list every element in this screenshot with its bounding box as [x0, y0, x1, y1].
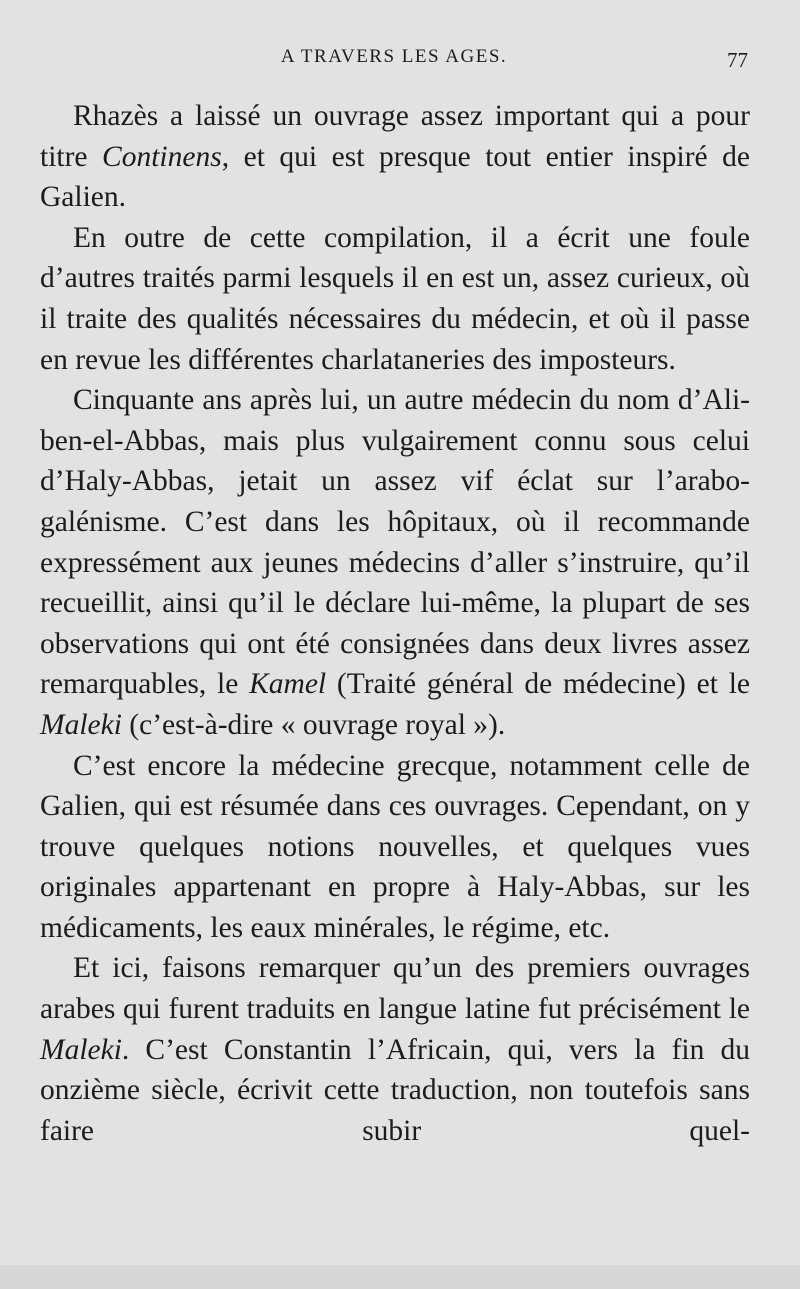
text-run: Rhazès a laissé un ouvrage assez important qui a pour titre — [40, 100, 750, 173]
italic-title: Maleki — [40, 1033, 122, 1066]
text-run: (Traité général de médecine) et le — [326, 668, 750, 701]
italic-title: Maleki — [40, 708, 122, 741]
paragraph — [40, 746, 750, 949]
paragraph — [40, 96, 750, 218]
text-run: Cinquante ans après lui, un autre médecin du nom d’Ali-ben-el-Abbas, mais plus vulgairement connu sous celui d’Haly-Abbas, jetait un assez vif éclat sur l’arabo-galénisme. C’est dans les hôpitaux, où il recommande expressément aux jeunes médecins d’aller s’instruire, qu’il recueillit, ainsi qu’il le déclare lui-même, la plupart de ses observations qui ont été consignées dans deux livres assez remarquables, le — [40, 384, 750, 701]
paragraph — [40, 380, 750, 745]
running-title: A TRAVERS LES AGES. — [280, 46, 508, 67]
italic-title: Kamel — [249, 668, 327, 701]
italic-title: Continens — [102, 140, 222, 173]
body-text — [40, 96, 750, 1151]
paragraph — [40, 948, 750, 1151]
text-run: , et qui est presque tout entier inspiré de Galien. — [40, 140, 750, 214]
text-run: . C’est Constantin l’Africain, qui, vers la fin du onzième siècle, écrivit cette traduction, non toutefois sans faire subir quel- — [40, 1033, 750, 1147]
text-run: C’est encore la médecine grecque, notamment celle de Galien, qui est résumée dans ces ouvrages. Cependant, on y trouve quelques notions nouvelles, et quelques vues originales appartenant en propre à Haly-Abbas, sur les médicaments, les eaux minérales, le régime, etc. — [40, 749, 750, 944]
paragraph — [40, 218, 750, 380]
page-header — [40, 46, 748, 76]
text-run: (c’est-à-dire « ouvrage royal »). — [121, 708, 506, 741]
text-run: Et ici, faisons remarquer qu’un des premiers ouvrages arabes qui furent traduits en langue latine fut précisément le — [40, 952, 750, 1026]
text-run: En outre de cette compilation, il a écrit une foule d’autres traités parmi lesquels il en est un, assez curieux, où il traite des qualités nécessaires du médecin, et où il passe en revue les différentes charlataneries des imposteurs. — [40, 221, 750, 376]
page-number: 77 — [727, 48, 748, 72]
